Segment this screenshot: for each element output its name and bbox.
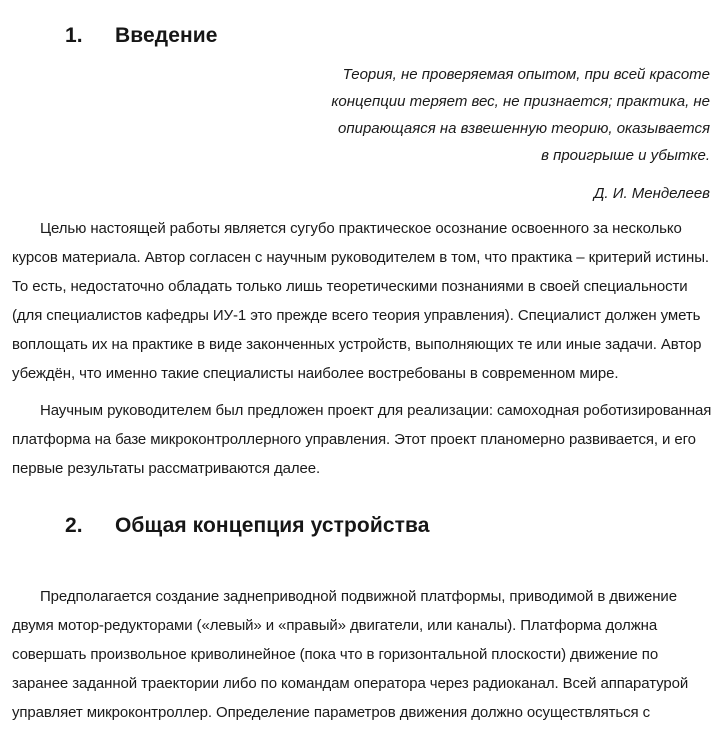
section-heading-concept (12, 512, 712, 540)
epigraph (12, 61, 712, 169)
paragraph-concept-platform: Предполагается создание заднеприводной подвижной платформы, приводимой в движение двумя мотор-редукторами («левый» и «правый» двигатели, или каналы). Платформа должна совершать произвольное криволинейное (пока что в горизонтальной плоскости) движение по заранее заданной траектории либо по командам оператора через радиоканал. Всей аппаратурой управляет микроконтроллер. Определение параметров движения должно осуществляться с (12, 588, 689, 721)
epigraph-line: в проигрыше и убытке. (541, 147, 710, 164)
epigraph-line: концепции теряет вес, не признается; практика, не (331, 93, 710, 110)
epigraph-line: Теория, не проверяемая опытом, при всей красоте (342, 66, 710, 83)
paragraph-intro-goal: Целью настоящей работы является сугубо практическое осознание освоенного за несколько курсов материала. Автор согласен с научным руководителем в том, что практика – критерий истины. То есть, недостаточно обладать только лишь теоретическими познаниями в своей специальности (для специалистов кафедры ИУ-1 это прежде всего теория управления). Специалист должен уметь воплощать их на практике в виде законченных устройств, выполняющих те или иные задачи. Автор убеждён, что именно такие специалисты наиболее востребованы в современном мире. (12, 220, 709, 382)
epigraph-line: опирающаяся на взвешенную теорию, оказывается (338, 120, 710, 137)
section-heading-introduction (12, 22, 712, 50)
paragraph-intro-project: Научным руководителем был предложен проект для реализации: самоходная роботизированная платформа на базе микроконтроллерного управления. Этот проект планомерно развивается, и его первые результаты рассматриваются далее. (12, 402, 712, 477)
section-number: 2. (65, 514, 83, 537)
epigraph-attribution: Д. И. Менделеев (593, 185, 710, 202)
section-number: 1. (65, 24, 83, 47)
section-title: Введение (115, 24, 218, 47)
section-title: Общая концепция устройства (115, 514, 430, 537)
